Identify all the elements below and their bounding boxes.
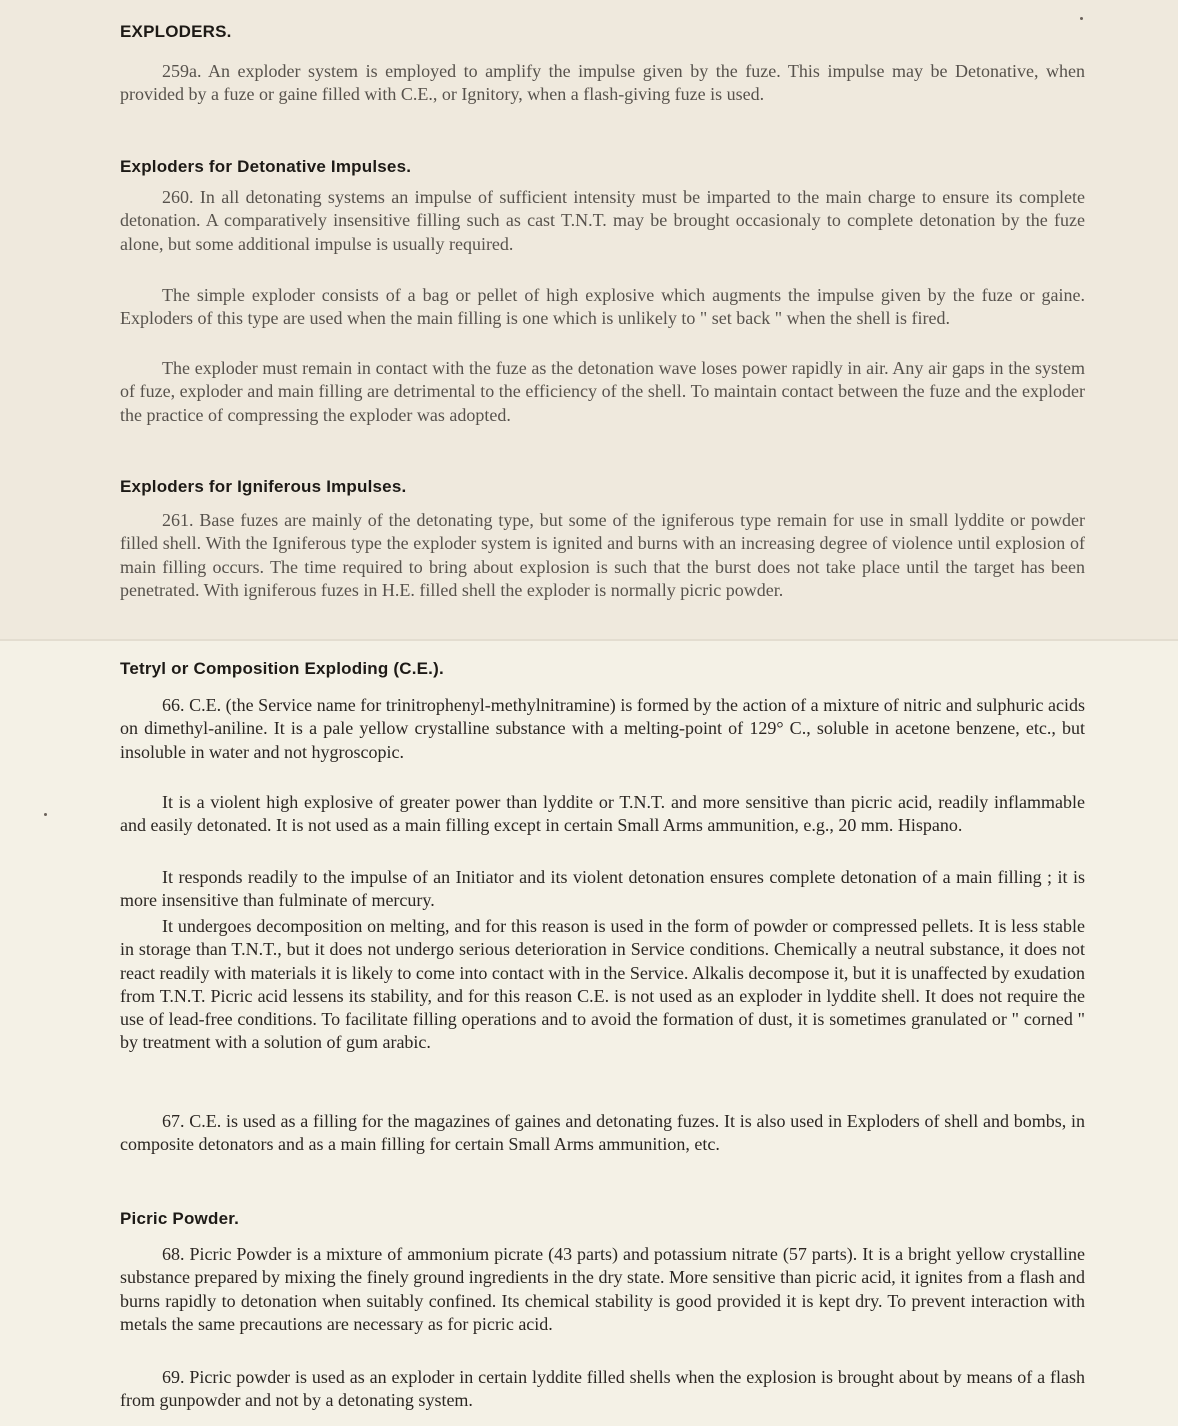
paragraph-69: 69. Picric powder is used as an exploder in certain lyddite filled shells when the explosion is brought about by means of a flash from gunpowder and not by a detonating system. — [120, 1367, 1085, 1411]
paragraph-block — [120, 357, 1085, 427]
paragraph-block — [120, 866, 1085, 913]
paragraph-66-b: It is a violent high explosive of greater power than lyddite or T.N.T. and more sensitive than picric acid, readily inflammable and easily detonated. It is not used as a main filling except in certain Small Arms ammunition, e.g., 20 mm. Hispano. — [120, 792, 1085, 836]
scan-seam — [0, 639, 1178, 641]
paragraph-261: 261. Base fuzes are mainly of the detonating type, but some of the igniferous type remain for use in small lyddite or powder filled shell. With the Igniferous type the exploder system is ignited and burns with an increasing degree of violence until explosion of main filling occurs. The time required to bring about explosion is such that the burst does not take place until the target has been penetrated. With igniferous fuzes in H.E. filled shell the exploder is normally picric powder. — [120, 510, 1085, 600]
paragraph-block — [120, 509, 1085, 602]
paper-speck — [44, 813, 47, 816]
paragraph-260-b: The simple exploder consists of a bag or pellet of high explosive which augments the impulse given by the fuze or gaine. Exploders of this type are used when the main filling is one which is unlikely to " set back " when the shell is fired. — [120, 285, 1085, 329]
heading-block — [120, 157, 1085, 177]
paragraph-259a: 259a. An exploder system is employed to amplify the impulse given by the fuze. This impulse may be Detonative, when provided by a fuze or gaine filled with C.E., or Ignitory, when a flash-giving fuze is used. — [120, 61, 1085, 105]
heading-block — [120, 659, 1085, 679]
paragraph-260-c: The exploder must remain in contact with the fuze as the detonation wave loses power rapidly in air. Any air gaps in the system of fuze, exploder and main filling are detrimental to the efficiency of the shell. To maintain contact between the fuze and the exploder the practice of compressing the exploder was adopted. — [120, 358, 1085, 425]
heading-tetryl: Tetryl or Composition Exploding (C.E.). — [120, 659, 444, 678]
paper-speck — [1080, 17, 1083, 20]
paragraph-block — [120, 186, 1085, 256]
paragraph-68: 68. Picric Powder is a mixture of ammonium picrate (43 parts) and potassium nitrate (57 parts). It is a bright yellow crystalline substance prepared by mixing the finely ground ingredients in the dry state. More sensitive than picric acid, it ignites from a flash and burns rapidly to detonation when suitably confined. Its chemical stability is good provided it is kept dry. To prevent interaction with metals the same precautions are necessary as for picric acid. — [120, 1244, 1085, 1334]
paragraph-block — [120, 694, 1085, 764]
paragraph-block — [120, 60, 1085, 107]
paragraph-66: 66. C.E. (the Service name for trinitrophenyl-methylnitramine) is formed by the action of a mixture of nitric and sulphuric acids on dimethyl-aniline. It is a pale yellow crystalline substance with a melting-point of 129° C., soluble in acetone benzene, etc., but insoluble in water and not hygroscopic. — [120, 695, 1085, 762]
heading-igniferous: Exploders for Igniferous Impulses. — [120, 477, 407, 496]
heading-block — [120, 22, 1085, 42]
paragraph-67: 67. C.E. is used as a filling for the magazines of gaines and detonating fuzes. It is also used in Exploders of shell and bombs, in composite detonators and as a main filling for certain Small Arms ammunition, etc. — [120, 1111, 1085, 1155]
paragraph-block — [120, 915, 1085, 1055]
heading-exploders: EXPLODERS. — [120, 22, 232, 41]
paragraph-block — [120, 791, 1085, 838]
heading-block — [120, 1209, 1085, 1229]
paragraph-260: 260. In all detonating systems an impulse of sufficient intensity must be imparted to the main charge to ensure its complete detonation. A comparatively insensitive filling such as cast T.N.T. may be brought occasionaly to complete detonation by the fuze alone, but some additional impulse is usually required. — [120, 187, 1085, 254]
paragraph-66-d: It undergoes decomposition on melting, and for this reason is used in the form of powder or compressed pellets. It is less stable in storage than T.N.T., but it does not undergo serious deterioration in Service conditions. Chemically a neutral substance, it does not react readily with materials it is likely to come into contact with in the Service. Alkalis decompose it, but it is unaffected by exudation from T.N.T. Picric acid lessens its stability, and for this reason C.E. is not used as an exploder in lyddite shell. It does not require the use of lead-free conditions. To facilitate filling operations and to avoid the formation of dust, it is sometimes granulated or " corned " by treatment with a solution of gum arabic. — [120, 916, 1085, 1053]
paragraph-block — [120, 1110, 1085, 1157]
paragraph-66-c: It responds readily to the impulse of an Initiator and its violent detonation ensures complete detonation of a main filling ; it is more insensitive than fulminate of mercury. — [120, 867, 1085, 911]
heading-picric: Picric Powder. — [120, 1209, 240, 1228]
paragraph-block — [120, 1243, 1085, 1336]
heading-block — [120, 477, 1085, 497]
paragraph-block — [120, 284, 1085, 331]
heading-detonative: Exploders for Detonative Impulses. — [120, 157, 412, 176]
paragraph-block — [120, 1366, 1085, 1413]
